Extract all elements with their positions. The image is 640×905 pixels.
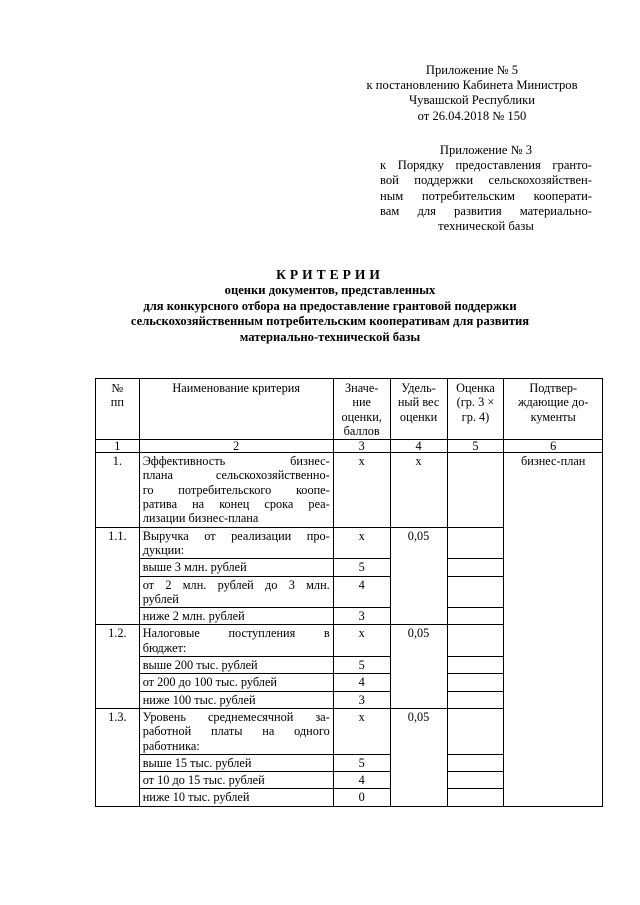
criterion-name: Выручка от реализации про- дукции: xyxy=(139,527,333,559)
option-label: выше 3 млн. рублей xyxy=(139,559,333,576)
header-value: Значе- ние оценки, баллов xyxy=(333,379,390,440)
appendix-main-line: Приложение № 5 xyxy=(425,63,519,77)
criterion-value: x xyxy=(333,625,390,657)
appendix-main-line: к постановлению Кабинета Министров xyxy=(366,78,578,93)
option-label: от 200 до 100 тыс. рублей xyxy=(139,674,333,691)
heading-line: оценки документов, представленных xyxy=(224,283,436,298)
appendix-sub-line: к Порядку предоставления гранто- xyxy=(380,158,592,173)
criterion-name: Эффективность бизнес- плана сельскохозяйственно- го потребительского коопе- ратива на конец срока реа- лизации бизнес-плана xyxy=(139,453,333,527)
column-number: 3 xyxy=(333,440,390,453)
column-number: 4 xyxy=(390,440,447,453)
appendix-sub-line: ным потребительским кооперати- xyxy=(380,188,592,203)
option-value: 3 xyxy=(333,608,390,625)
criterion-score xyxy=(447,625,504,657)
option-value: 4 xyxy=(333,674,390,691)
document-title: КРИТЕРИИ xyxy=(276,267,384,282)
criterion-score xyxy=(447,576,504,608)
option-value: 5 xyxy=(333,657,390,674)
column-number: 6 xyxy=(504,440,603,453)
appendix-main-block xyxy=(352,63,592,124)
criterion-weight: 0,05 xyxy=(390,625,447,708)
column-numbers-row xyxy=(96,440,603,453)
option-label: ниже 100 тыс. рублей xyxy=(139,691,333,708)
column-number: 1 xyxy=(96,440,140,453)
table-header-row xyxy=(96,379,603,440)
option-value: 3 xyxy=(333,691,390,708)
criterion-weight: 0,05 xyxy=(390,527,447,625)
row-number: 1.2. xyxy=(96,625,140,708)
criterion-value: x xyxy=(333,708,390,754)
option-value: 5 xyxy=(333,559,390,576)
column-number: 2 xyxy=(139,440,333,453)
confirming-docs: бизнес-план xyxy=(504,453,603,807)
criterion-value: x xyxy=(333,527,390,559)
option-value: 4 xyxy=(333,772,390,789)
option-label: от 10 до 15 тыс. рублей xyxy=(139,772,333,789)
criterion-score xyxy=(447,608,504,625)
criterion-score xyxy=(447,674,504,691)
criterion-score xyxy=(447,708,504,754)
appendix-main-line: Чувашской Республики xyxy=(409,93,535,108)
header-docs: Подтвер- ждающие до- кументы xyxy=(504,379,603,440)
option-label: ниже 2 млн. рублей xyxy=(139,608,333,625)
heading-line: материально-технической базы xyxy=(239,329,421,344)
header-num: № пп xyxy=(96,379,140,440)
criterion-name: Уровень среднемесячной за- работной платы на одного работника: xyxy=(139,708,333,754)
header-score: Оценка (гр. 3 × гр. 4) xyxy=(447,379,504,440)
document-heading xyxy=(60,267,600,345)
criterion-score xyxy=(447,453,504,527)
criterion-weight: x xyxy=(390,453,447,527)
heading-line: для конкурсного отбора на предоставление грантовой поддержки xyxy=(143,298,517,313)
appendix-sub-line: вой поддержки сельскохозяйствен- xyxy=(380,173,592,188)
criteria-table xyxy=(95,378,603,807)
row-number: 1. xyxy=(96,453,140,527)
criterion-name: Налоговые поступления в бюджет: xyxy=(139,625,333,657)
criterion-score xyxy=(447,657,504,674)
option-value: 0 xyxy=(333,789,390,806)
criterion-value: x xyxy=(333,453,390,527)
criterion-score xyxy=(447,772,504,789)
option-value: 5 xyxy=(333,754,390,771)
heading-line: сельскохозяйственным потребительским кооперативам для развития xyxy=(130,314,530,329)
row-number: 1.1. xyxy=(96,527,140,625)
header-weight: Удель- ный вес оценки xyxy=(390,379,447,440)
appendix-main-line: от 26.04.2018 № 150 xyxy=(417,108,527,123)
appendix-sub-line: вам для развития материально- xyxy=(380,203,592,218)
header-name: Наименование критерия xyxy=(139,379,333,440)
table-row xyxy=(96,453,603,527)
criterion-score xyxy=(447,527,504,559)
option-label: ниже 10 тыс. рублей xyxy=(139,789,333,806)
option-label: от 2 млн. рублей до 3 млн. рублей xyxy=(139,576,333,608)
column-number: 5 xyxy=(447,440,504,453)
criterion-weight: 0,05 xyxy=(390,708,447,806)
criterion-score xyxy=(447,754,504,771)
criterion-score xyxy=(447,789,504,806)
option-label: выше 15 тыс. рублей xyxy=(139,754,333,771)
criterion-score xyxy=(447,691,504,708)
appendix-sub-line: технической базы xyxy=(438,219,534,234)
option-label: выше 200 тыс. рублей xyxy=(139,657,333,674)
row-number: 1.3. xyxy=(96,708,140,806)
criterion-score xyxy=(447,559,504,576)
option-value: 4 xyxy=(333,576,390,608)
appendix-sub-line: Приложение № 3 xyxy=(439,143,533,157)
appendix-sub-block xyxy=(380,143,592,234)
